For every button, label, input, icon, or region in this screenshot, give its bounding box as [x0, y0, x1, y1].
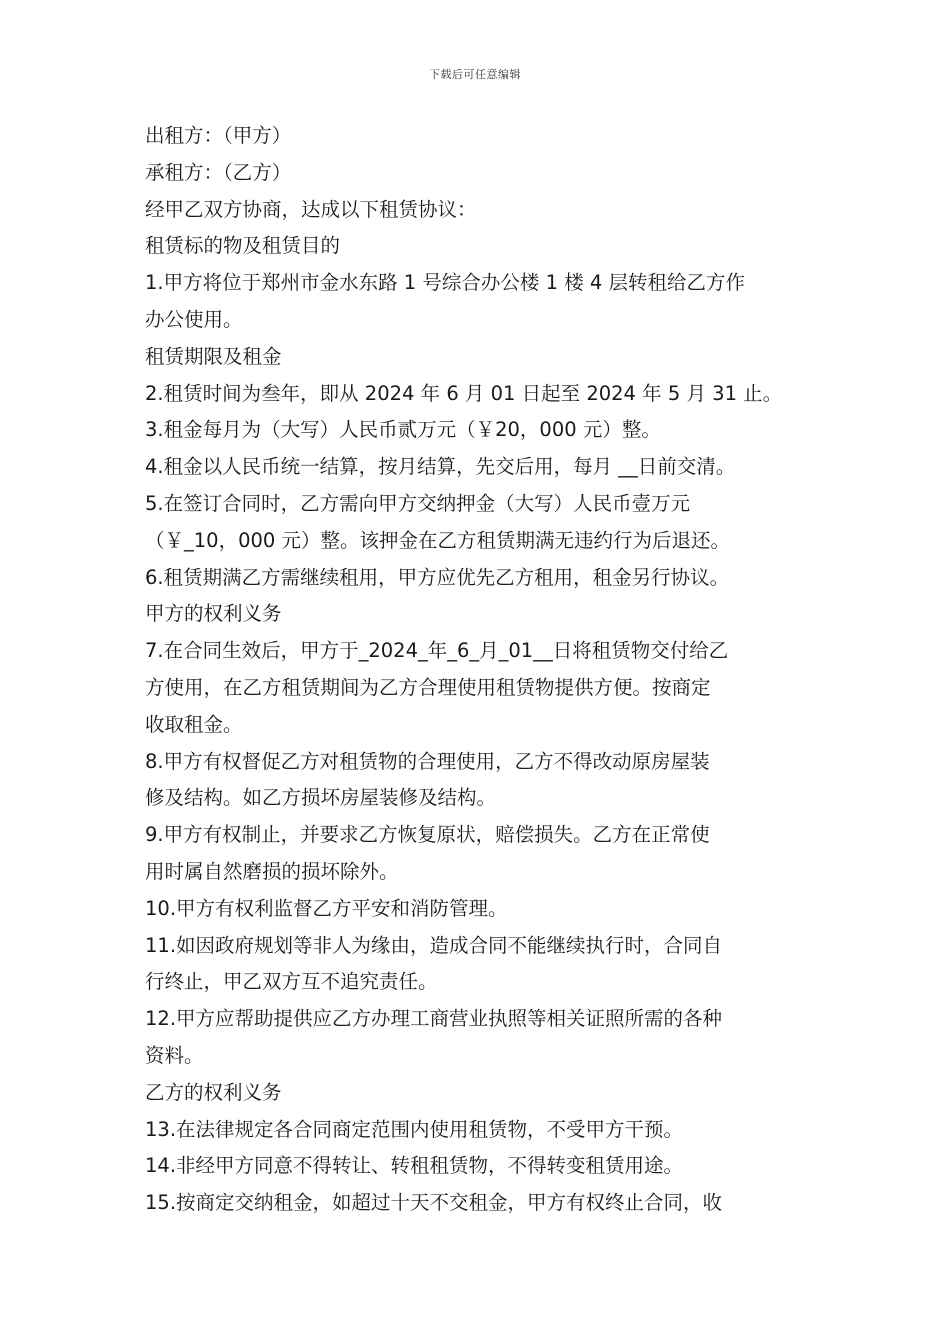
- section-heading: 乙方的权利义务: [145, 1080, 282, 1104]
- text-line: 修及结构。如乙方损坏房屋装修及结构。: [145, 786, 497, 810]
- text-line: 13.在法律规定各合同商定范围内使用租赁物，不受甲方干预。: [145, 1117, 684, 1141]
- text-line: 4.租金以人民币统一结算，按月结算，先交后用，每月 __日前交清。: [145, 455, 736, 479]
- section-heading: 租赁期限及租金: [145, 344, 282, 368]
- text-line: 1.甲方将位于郑州市金水东路 1 号综合办公楼 1 楼 4 层转租给乙方作: [145, 271, 746, 295]
- text-line: （￥_10，000 元）整。该押金在乙方租赁期满无违约行为后退还。: [145, 528, 730, 552]
- text-line: 9.甲方有权制止，并要求乙方恢复原状，赔偿损失。乙方在正常使: [145, 823, 710, 847]
- document-body: [145, 118, 810, 1222]
- text-line: 14.非经甲方同意不得转让、转租租赁物，不得转变租赁用途。: [145, 1154, 684, 1178]
- text-line: 10.甲方有权利监督乙方平安和消防管理。: [145, 896, 508, 920]
- text-line: 用时属自然磨损的损坏除外。: [145, 859, 399, 883]
- text-line: 15.按商定交纳租金，如超过十天不交租金，甲方有权终止合同，收: [145, 1191, 723, 1215]
- text-line: 出租方：（甲方）: [145, 124, 292, 147]
- text-line: 6.租赁期满乙方需继续租用，甲方应优先乙方租用，租金另行协议。: [145, 565, 730, 589]
- text-line: 5.在签订合同时，乙方需向甲方交纳押金（大写）人民币壹万元: [145, 491, 691, 515]
- text-line: 3.租金每月为（大写）人民币贰万元（￥20，000 元）整。: [145, 418, 661, 442]
- text-line: 经甲乙双方协商，达成以下租赁协议：: [145, 197, 477, 221]
- text-line: 办公使用。: [145, 307, 243, 331]
- text-line: 行终止，甲乙双方互不追究责任。: [145, 970, 438, 994]
- text-line: 12.甲方应帮助提供应乙方办理工商营业执照等相关证照所需的各种: [145, 1007, 723, 1031]
- text-line: 方使用，在乙方租赁期间为乙方合理使用租赁物提供方便。按商定: [145, 675, 711, 699]
- text-line: 7.在合同生效后，甲方于_2024_年_6_月_01__日将租赁物交付给乙: [145, 639, 729, 663]
- text-line: 8.甲方有权督促乙方对租赁物的合理使用，乙方不得改动原房屋装: [145, 749, 710, 773]
- section-heading: 甲方的权利义务: [145, 602, 282, 626]
- text-line: 2.租赁时间为叁年，即从 2024 年 6 月 01 日起至 2024 年 5 月 31 止。: [145, 381, 783, 405]
- text-line: 承租方：（乙方）: [145, 160, 292, 184]
- text-line: 资料。: [145, 1043, 204, 1067]
- section-heading: 租赁标的物及租赁目的: [145, 234, 341, 258]
- page-header: 下载后可任意编辑: [429, 68, 521, 81]
- text-line: 收取租金。: [145, 712, 243, 736]
- text-line: 11.如因政府规划等非人为缘由，造成合同不能继续执行时，合同自: [145, 933, 723, 957]
